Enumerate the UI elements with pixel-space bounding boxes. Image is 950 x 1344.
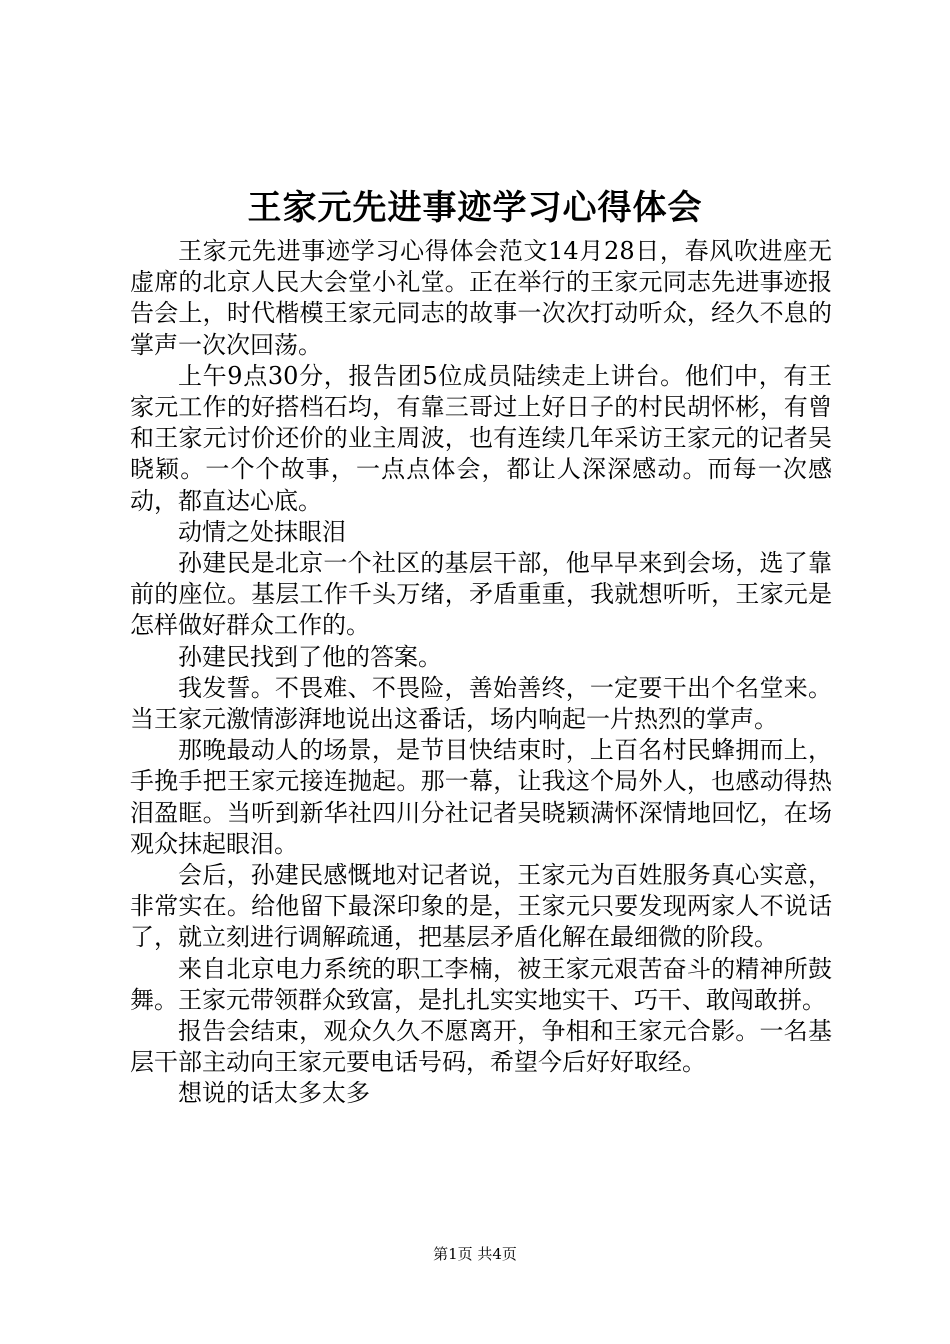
document-body (130, 236, 832, 1110)
page-footer: 第1页 共4页 (433, 1245, 517, 1263)
paragraph: 我发誓。不畏难、不畏险，善始善终，一定要干出个名堂来。当王家元激情澎湃地说出这番话，场内响起一片热烈的掌声。 (130, 673, 832, 734)
paragraph: 那晚最动人的场景，是节目快结束时，上百名村民蜂拥而上，手挽手把王家元接连抛起。那一幕，让我这个局外人，也感动得热泪盈眶。当听到新华社四川分社记者吴晓颖满怀深情地回忆，在场观众抹起眼泪。 (130, 736, 832, 858)
section-heading: 想说的话太多太多 (178, 1079, 370, 1108)
document-title: 王家元先进事迹学习心得体会 (247, 188, 703, 228)
paragraph: 报告会结束，观众久久不愿离开，争相和王家元合影。一名基层干部主动向王家元要电话号码，希望今后好好取经。 (130, 1017, 832, 1077)
section-heading: 动情之处抹眼泪 (178, 517, 346, 546)
paragraph: 孙建民是北京一个社区的基层干部，他早早来到会场，选了靠前的座位。基层工作千头万绪，矛盾重重，我就想听听，王家元是怎样做好群众工作的。 (130, 549, 832, 640)
paragraph: 会后，孙建民感慨地对记者说，王家元为百姓服务真心实意，非常实在。给他留下最深印象的是，王家元只要发现两家人不说话了，就立刻进行调解疏通，把基层矛盾化解在最细微的阶段。 (130, 861, 832, 952)
paragraph: 孙建民找到了他的答案。 (178, 642, 442, 671)
paragraph: 王家元先进事迹学习心得体会范文14月28日，春风吹进座无虚席的北京人民大会堂小礼堂。正在举行的王家元同志先进事迹报告会上，时代楷模王家元同志的故事一次次打动听众，经久不息的掌声一次次回荡。 (130, 237, 832, 359)
paragraph: 来自北京电力系统的职工李楠，被王家元艰苦奋斗的精神所鼓舞。王家元带领群众致富，是扎扎实实地实干、巧干、敢闯敢拼。 (130, 954, 832, 1014)
paragraph: 上午9点30分，报告团5位成员陆续走上讲台。他们中，有王家元工作的好搭档石均，有靠三哥过上好日子的村民胡怀彬，有曾和王家元讨价还价的业主周波，也有连续几年采访王家元的记者吴晓颖。一个个故事，一点点体会，都让人深深感动。而每一次感动，都直达心底。 (130, 361, 832, 515)
